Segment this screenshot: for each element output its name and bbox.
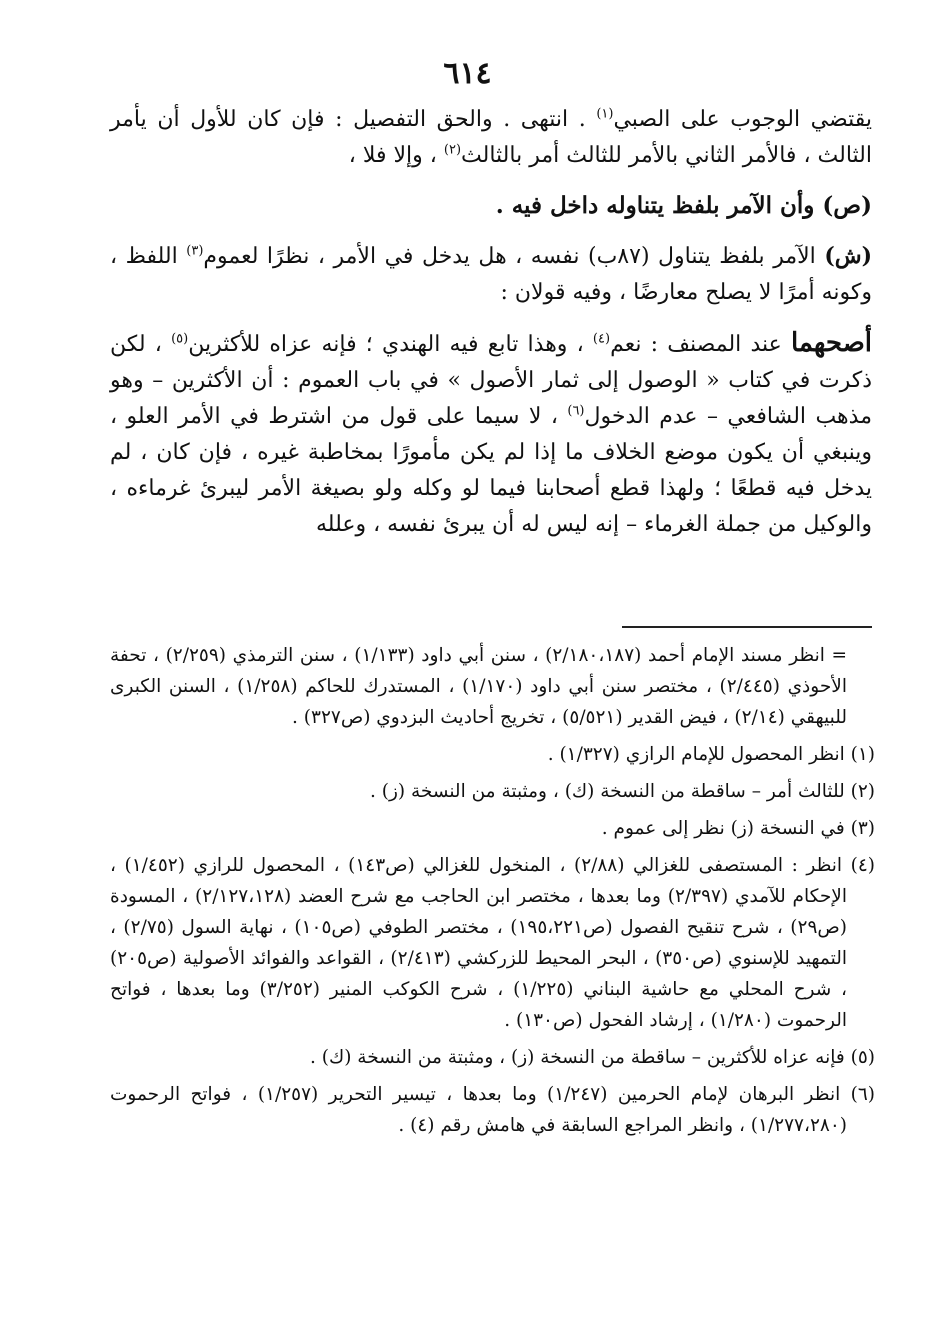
text-run: ، لا سيما على قول من اشترط في الأمر العلو ، وينبغي أن يكون موضع الخلاف ما إذا لم يكن مأمورًا بمخاطبة غيره ، فإن كان ، لم يدخل فيه قطعًا ؛ ولهذا قطع أصحابنا فيما لو وكله ولو بصيغة الأمر ليبرئ غرماءه ، والوكيل من جملة الغرماء – إنه ليس له أن يبرئ نفسه ، وعلله xyxy=(110,404,873,537)
footnote-ref-5: (٥) xyxy=(171,331,189,347)
text-run: . انتهى . والحق التفصيل : فإن كان للأول أن يأمر الثالث ، فالأمر الثاني بالأمر للثالث أمر بالثالث xyxy=(110,107,872,168)
footnote-6: (٦) انظر البرهان لإمام الحرمين (١/٢٤٧) وما بعدها ، تيسير التحرير (١/٢٥٧) ، فواتح الرحموت (١/٢٧٧،٢٨٠) ، وانظر المراجع السابقة في هامش رقم (٤) . xyxy=(110,1084,875,1136)
footnote-ref-2: (٢) xyxy=(443,142,462,158)
lead-word: أصحهما xyxy=(790,328,872,358)
footnote-3: (٣) في النسخة (ز) نظر إلى عموم . xyxy=(601,818,875,839)
footnote-5: (٥) فإنه عزاه للأكثرين – ساقطة من النسخة (ز) ، ومثبتة من النسخة (ك) . xyxy=(309,1047,875,1068)
paragraph-1 xyxy=(110,102,872,174)
footnote-ref-1: (١) xyxy=(596,106,614,122)
text-run: يقتضي الوجوب على الصبي xyxy=(613,107,872,132)
text-run: ، لكن ذكرت في كتاب « الوصول إلى ثمار الأصول » في باب العموم : أن الأكثرين – وهو مذهب الشافعي – عدم الدخول xyxy=(110,332,872,429)
text-run: ، وهذا تابع فيه الهندي ؛ فإنه عزاه للأكثرين xyxy=(188,332,593,357)
paragraph-3 xyxy=(110,325,872,543)
text-run: اللفظ ، وكونه أمرًا لا يصلح معارضًا ، وفيه قولان : xyxy=(110,244,872,305)
footnote-4: (٤) انظر : المستصفى للغزالي (٢/٨٨) ، المنخول للغزالي (ص١٤٣) ، المحصول للرازي (١/٤٥٢) ، الإحكام للآمدي (٢/٣٩٧) وما بعدها ، مختصر ابن الحاجب مع شرح العضد (٢/١٢٧،١٢٨) ، المسودة (ص٢٩) ، شرح تنقيح الفصول (ص١٩٥،٢٢١) ، مختصر الطوفي (ص١٠٥) ، نهاية السول (٢/٧٥) ، التمهيد للإسنوي (ص٣٥٠) ، البحر المحيط للزركشي (٢/٤١٣) ، القواعد والفوائد الأصولية (ص٢٠٥) ، شرح المحلي مع حاشية البناني (١/٢٢٥) ، شرح الكوكب المنير (٣/٢٥٢) وما بعدها ، فواتح الرحموت (١/٢٨٠) ، إرشاد الفحول (ص١٣٠) . xyxy=(110,855,875,1031)
footnote-continuation-line-2: للحاكم (١/٢٥٨) ، السنن الكبرى للبيهقي (٢/١٤) ، فيض القدير (٥/٥٢١) ، تخريج أحاديث البزدوي (ص٣٢٧) . xyxy=(110,676,847,728)
footnote-continuation xyxy=(110,640,875,733)
paragraph-2 xyxy=(110,238,872,311)
footnotes xyxy=(110,640,875,1147)
text-run: ، وإلا فلا ، xyxy=(348,143,444,168)
matn-line: (ص) وأن الآمر بلفظ يتناوله داخل فيه . xyxy=(495,192,872,219)
footnote-divider xyxy=(622,626,872,628)
footnote-continuation-line-1: = انظر مسند الإمام أحمد (٢/١٨٠،١٨٧) ، سنن أبي داود (١/١٣٣) ، سنن الترمذي (٢/٢٥٩) ، تحفة الأحوذي (٢/٤٤٥) ، مختصر سنن أبي داود (١/١٧٠) ، المستدرك xyxy=(110,645,847,697)
page-number: ٦١٤ xyxy=(443,56,492,91)
text-run: عند المصنف : نعم xyxy=(610,332,791,357)
main-text xyxy=(110,102,872,543)
footnote-1: (١) انظر المحصول للإمام الرازي (١/٣٢٧) . xyxy=(547,744,875,765)
footnote-2: (٢) للثالث أمر – ساقطة من النسخة (ك) ، ومثبتة من النسخة (ز) . xyxy=(369,781,875,802)
footnote-ref-3: (٣) xyxy=(186,243,204,259)
footnote-ref-4: (٤) xyxy=(592,331,611,347)
text-run: الآمر بلفظ يتناول (٨٧ب) نفسه ، هل يدخل في الأمر ، نظرًا لعموم xyxy=(203,244,825,269)
sharh-marker: (ش) xyxy=(824,243,872,269)
footnote-ref-6: (٦) xyxy=(567,403,585,419)
